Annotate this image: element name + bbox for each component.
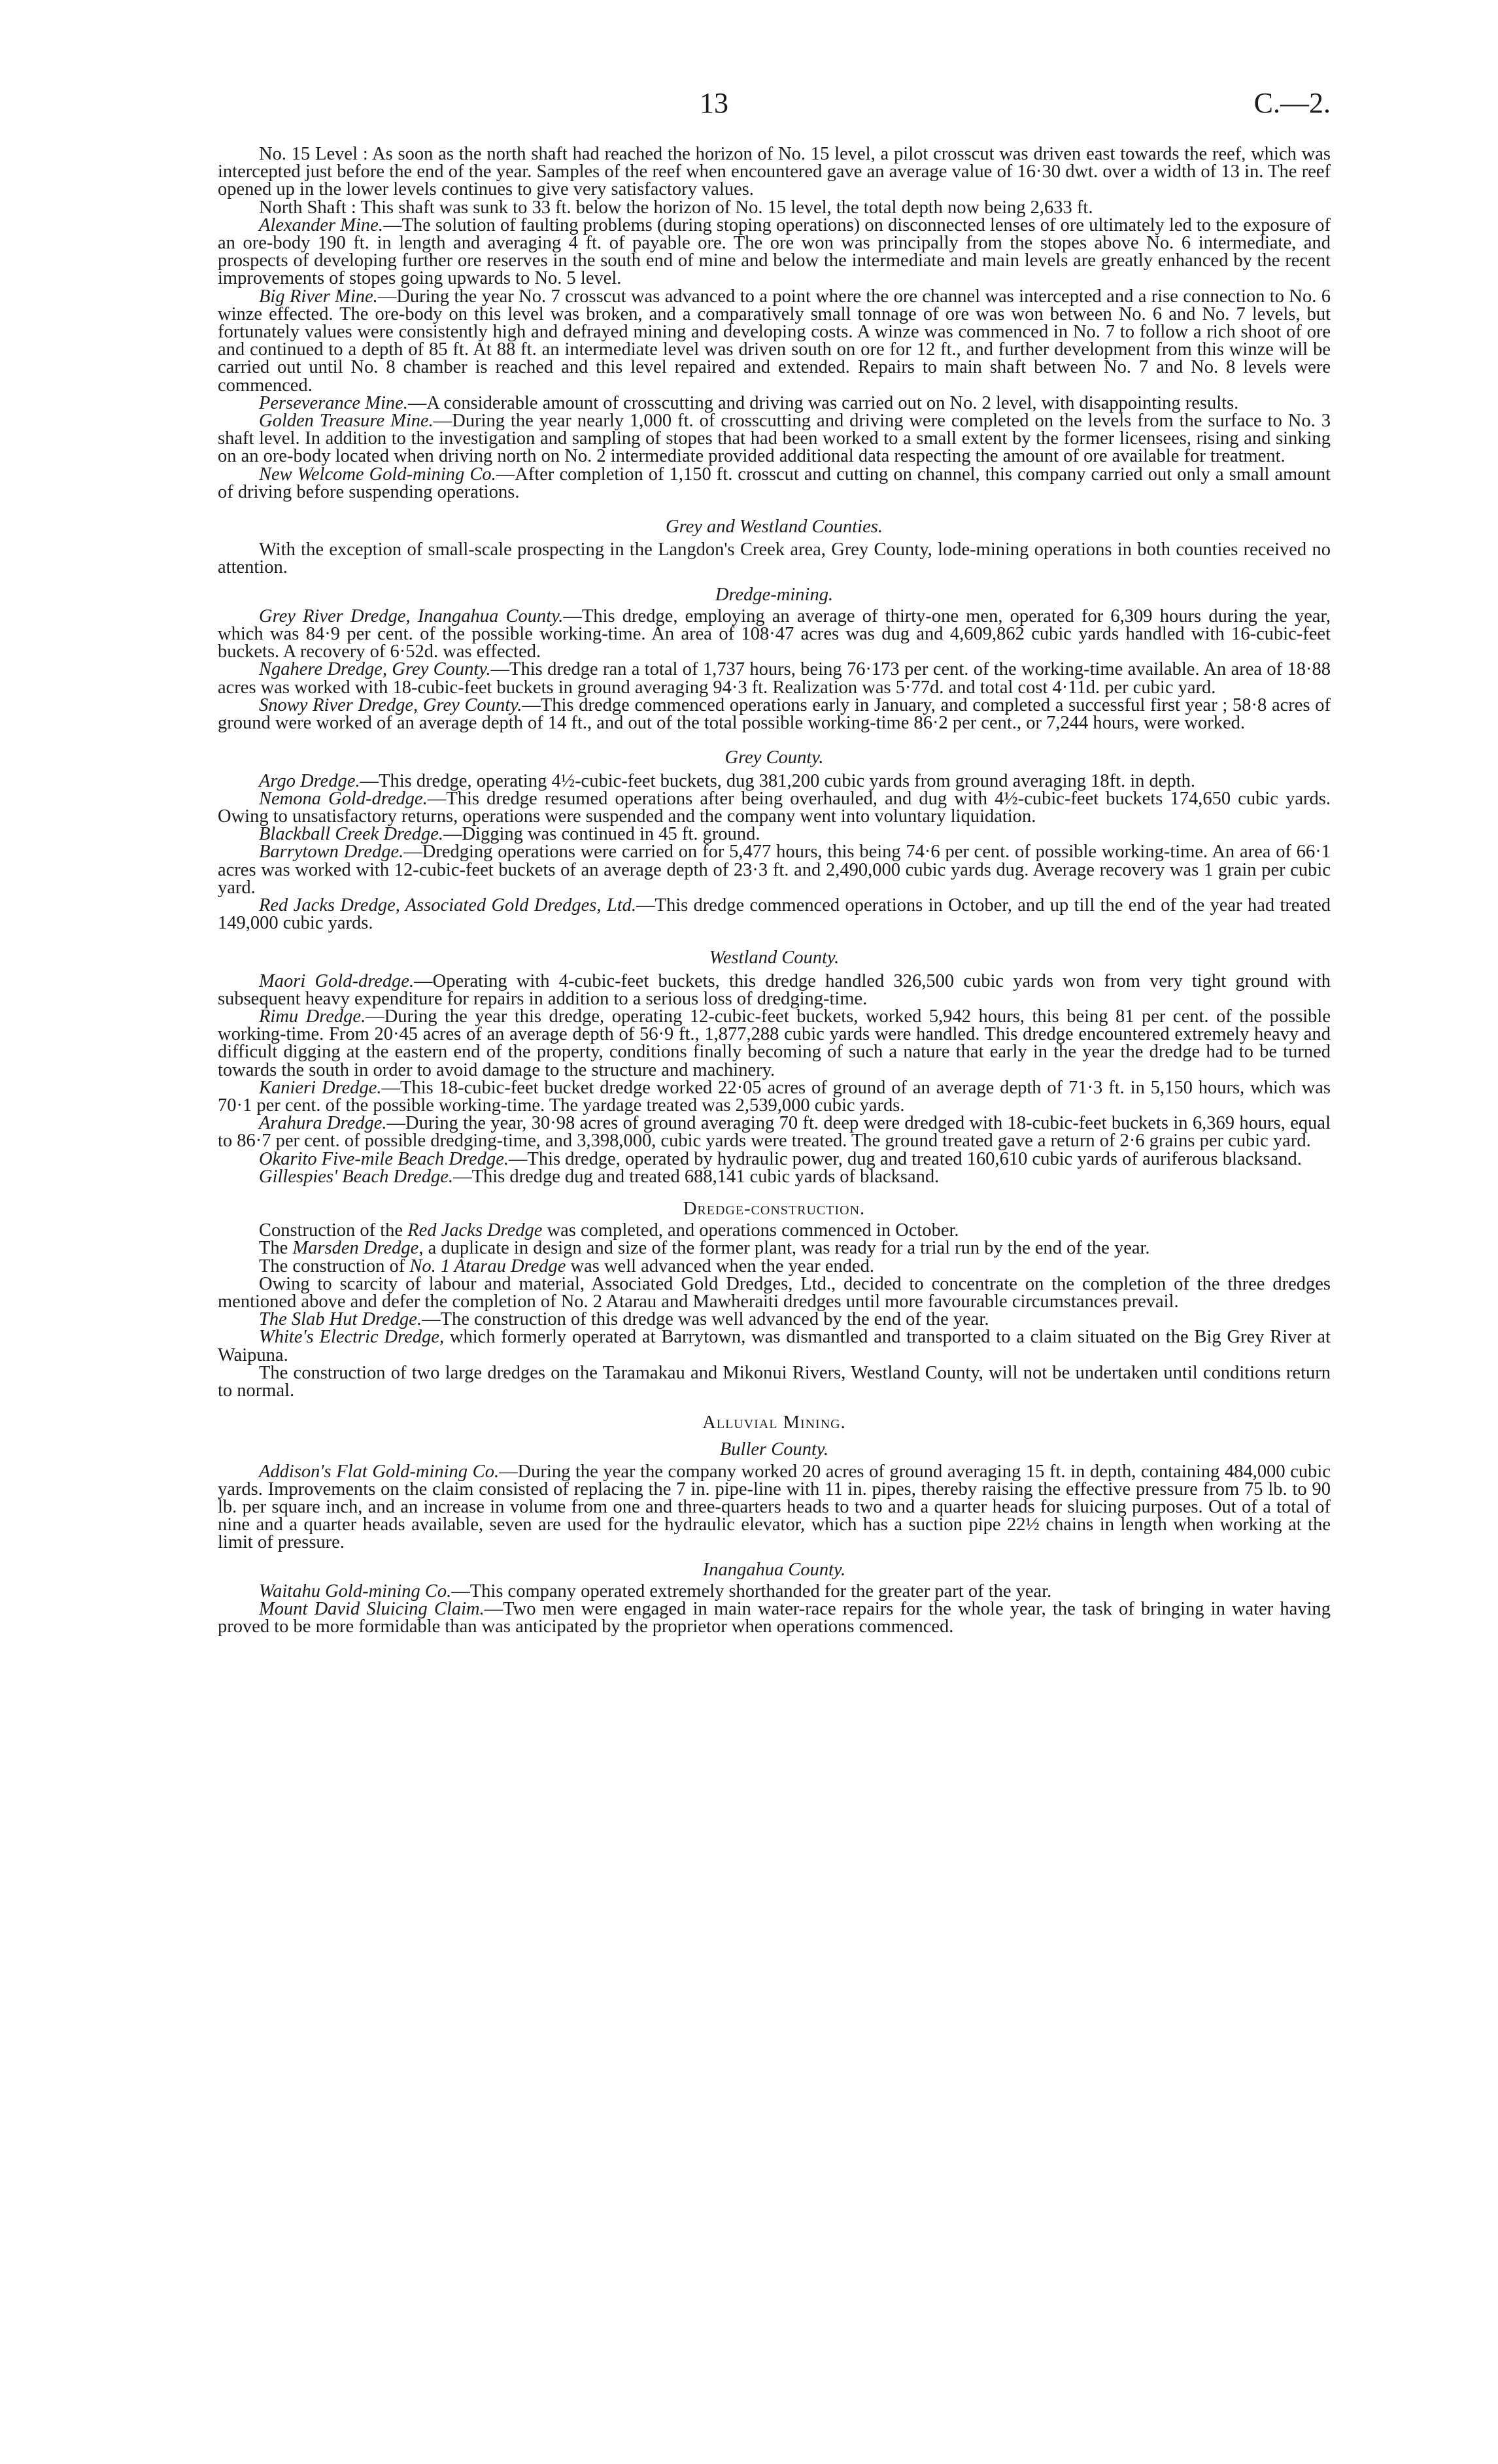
paragraph [218,696,1331,732]
paragraph-text: Construction of the [259,1220,408,1241]
paragraph-text: —This 18-cubic-feet bucket dredge worked 22·05 acres of ground of an average depth of 71·3 ft. in 5,150 hours, which was 70·1 per cent. of the possible working-time. The yardage treated was 2,539,000 cubic yards. [218,1077,1331,1116]
paragraph-title: Red Jacks Dredge, Associated Gold Dredges, Ltd. [259,895,637,915]
page-header [0,86,1498,126]
paragraph [218,1310,1331,1328]
subsection-heading: Grey and Westland Counties. [666,517,883,538]
paragraph-text: —This dredge resumed operations after being overhauled, and dug with 4½-cubic-feet buckets 174,650 cubic yards. Owing to unsatisfactory returns, operations were suspended and the company went into voluntary liquidation. [218,788,1331,827]
paragraph [218,1168,1331,1186]
paragraph [218,972,1331,1008]
paragraph-text: —This dredge commenced operations in October, and up till the end of the year had treated 149,000 cubic yards. [218,895,1331,934]
paragraph: With the exception of small-scale prospecting in the Langdon's Creek area, Grey County, lode-mining operations in both counties received no attention. [218,539,1331,578]
paragraph-title: White's Electric Dredge, [259,1327,445,1348]
paragraph [218,843,1331,897]
paragraph [218,660,1331,696]
paragraph-text: —Two men were engaged in main water-race repairs for the whole year, the task of bringing in water having proved to be more formidable than was anticipated by the proprietor when operations commenced. [218,1599,1331,1637]
paragraph [218,1600,1331,1635]
paragraph: The construction of two large dredges on the Taramakau and Mikonui Rivers, Westland County, will not be undertaken until conditions return to normal. [218,1362,1331,1401]
subsection-heading: Grey County. [724,747,824,768]
paragraph-title: Waitahu Gold-mining Co. [259,1581,452,1601]
paragraph-text: —A considerable amount of crosscutting and driving was carried out on No. 2 level, with disappointing results. [407,392,1239,413]
paragraph-text: —This dredge, operated by hydraulic power, dug and treated 160,610 cubic yards of auriferous blacksand. [508,1148,1302,1169]
paragraph-text: —This dredge commenced operations early in January, and completed a successful first year ; 58·8 acres of ground were worked of an average depth of 14 ft., and out of the total possible working-time 86·2 per cent., or 7,244 hours, were worked. [218,694,1331,734]
paragraph-title: Rimu Dredge. [259,1006,366,1027]
paragraph-text: —During the year, 30·98 acres of ground averaging 70 ft. deep were dredged with 18-cubic-feet buckets in 6,369 hours, equal to 86·7 per cent. of possible dredging-time, and 3,398,000, cubic yards were treated. The ground treated gave a return of 2·6 grains per cubic yard. [218,1113,1331,1152]
paragraph [218,897,1331,932]
paragraph [218,1079,1331,1114]
paragraph-title: Alexander Mine. [259,214,383,235]
paragraph-text: —This company operated extremely shorthanded for the greater part of the year. [451,1581,1052,1601]
paragraph [218,466,1331,501]
paragraph-text: was completed, and operations commenced in October. [542,1220,959,1241]
section-heading: Dredge-construction. [683,1198,866,1219]
paragraph-text: which formerly operated at Barrytown, was dismantled and transported to a claim situated on the Big Grey River at Waipuna. [218,1327,1331,1365]
paragraph-text: —Operating with 4-cubic-feet buckets, this dredge handled 326,500 cubic yards won from very tight ground with subsequent heavy expenditure for repairs in addition to a serious loss of dredging-time. [218,970,1331,1009]
paragraph [218,825,1331,843]
paragraph-text: —The construction of this dredge was well advanced by the end of the year. [422,1309,989,1330]
paragraph-title: Maori Gold-dredge. [259,970,415,991]
paragraph-title: Perseverance Mine. [259,392,408,413]
paragraph [218,1328,1331,1363]
section-heading: Alluvial Mining. [702,1412,846,1433]
paragraph-title: Nemona Gold-dredge. [259,788,428,809]
paragraph-title: Golden Treasure Mine. [259,411,434,432]
paragraph-title: Blackball Creek Dredge. [259,824,443,845]
paragraph [218,1150,1331,1168]
paragraph-text: —The solution of faulting problems (during stoping operations) on disconnected lenses of ore ultimately led to the exposure of an ore-body 190 ft. in length and averaging 4 ft. of payable ore. The ore won was principally from the stopes above No. 6 intermediate, and prospects of developing further ore reserves in the south end of mine and below the intermediate and main levels are greatly enhanced by the recent improvements of stopes going upwards to No. 5 level. [218,214,1331,289]
paragraph-text: —During the year this dredge, operating 12-cubic-feet buckets, worked 5,942 hours, this being 81 per cent. of the possible working-time. From 20·45 acres of an average depth of 56·9 ft., 1,877,288 cubic yards were handled. This dredge encountered extremely heavy and difficult digging at the eastern end of the property, conditions finally becoming of such a nature that early in the year the dredge had to be turned towards the south in order to avoid damage to the structure and machinery. [218,1006,1331,1080]
subsection-heading: Inangahua County. [702,1559,846,1580]
paragraph-title: Snowy River Dredge, Grey County. [259,694,522,715]
paragraph [218,607,1331,661]
paragraph-title: Addison's Flat Gold-mining Co. [259,1461,500,1482]
paragraph-text: —This dredge, operating 4½-cubic-feet buckets, dug 381,200 cubic yards from ground averaging 18ft. in depth. [360,770,1196,791]
paragraph-text: —Digging was continued in 45 ft. ground. [443,824,760,845]
paragraph-title: New Welcome Gold-mining Co. [259,464,496,485]
paragraph-title: Mount David Sluicing Claim. [259,1599,485,1620]
paragraph [218,790,1331,825]
paragraph-title: Barrytown Dredge. [259,842,404,863]
paragraph-title: Arahura Dredge. [259,1113,387,1134]
paragraph [218,216,1331,288]
paragraph: No. 15 Level : As soon as the north shaft had reached the horizon of No. 15 level, a pilot crosscut was driven east towards the reef, which was intercepted just before the end of the year. Samples of the reef when encountered gave an average value of 16·30 dwt. over a width of 13 in. The reef opened up in the lower levels continues to give very satisfactory values. [218,144,1331,200]
paragraph-title: The Slab Hut Dredge. [259,1309,422,1330]
paragraph [218,1008,1331,1079]
paragraph-title: Ngahere Dredge, Grey County. [259,659,491,680]
paragraph-text: —This dredge, employing an average of thirty-one men, operated for 6,309 hours during the year, which was 84·9 per cent. of the possible working-time. An area of 108·47 acres was dug and 4,609,862 cubic yards handled with 16-cubic-feet buckets. A recovery of 6·52d. was effected. [218,606,1331,662]
paragraph-text: —This dredge dug and treated 688,141 cubic yards of blacksand. [453,1166,940,1187]
paragraph-title: Big River Mine. [259,286,378,307]
paragraph [218,1239,1331,1257]
paragraph [218,1463,1331,1552]
paragraph-title: Grey River Dredge, Inangahua County. [259,606,564,626]
paragraph-title: Marsden Dredge [292,1238,419,1259]
paragraph-text: —Dredging operations were carried on for 5,477 hours, this being 74·6 per cent. of possible working-time. An area of 66·1 acres was worked with 12-cubic-feet buckets of an average depth of 23·3 ft. and 2,490,000 cubic yards dug. Average recovery was 1 grain per cubic yard. [218,842,1331,898]
paragraph [218,1222,1331,1239]
paragraph-title: Argo Dredge. [259,770,360,791]
paragraph [218,1258,1331,1275]
subsection-heading: Westland County. [709,948,840,968]
paragraph [218,772,1331,790]
paragraph-text: The [259,1238,293,1259]
paragraph [218,1583,1331,1600]
subsection-heading: Buller County. [719,1439,829,1460]
paragraph-text: , a duplicate in design and size of the former plant, was ready for a trial run by the end of the year. [418,1238,1150,1259]
paragraph-text: The construction of [259,1256,410,1276]
paragraph-text: —After completion of 1,150 ft. crosscut and cutting on channel, this company carried out only a small amount of driving before suspending operations. [218,464,1331,502]
paragraph-title: Red Jacks Dredge [407,1220,543,1241]
paragraph-text: —During the year the company worked 20 acres of ground averaging 15 ft. in depth, containing 484,000 cubic yards. Improvements on the claim consisted of replacing the 7 in. pipe-line with 11 in. pipes, thereby raising the effective pressure from 75 lb. to 90 lb. per square inch, and an increase in volume from one and three-quarters heads to two and a quarter heads for sluicing purposes. Out of a total of nine and a quarter heads available, seven are used for the hydraulic elevator, which has a suction pipe 22½ chains in length when working at the limit of pressure. [218,1461,1331,1553]
paragraph [218,1114,1331,1150]
paragraph: North Shaft : This shaft was sunk to 33 ft. below the horizon of No. 15 level, the total depth now being 2,633 ft. [259,197,1093,218]
paragraph [218,394,1331,412]
paragraph-text: was well advanced when the year ended. [566,1256,875,1276]
subsection-heading: Dredge-mining. [715,584,834,605]
paragraph-text: —During the year nearly 1,000 ft. of crosscutting and driving were completed on the levels from the surface to No. 3 shaft level. In addition to the investigation and sampling of stopes that had been worked to a small extent by the former licensees, rising and sinking on an ore-body located when driving north on No. 2 intermediate provided additional data respecting the amount of ore available for treatment. [218,411,1331,467]
document-body [218,145,1331,1635]
paragraph-text: —This dredge ran a total of 1,737 hours, being 76·173 per cent. of the working-time available. An area of 18·88 acres was worked with 18-cubic-feet buckets in ground averaging 94·3 ft. Realization was 5·77d. and total cost 4·11d. per cubic yard. [218,659,1331,698]
page-number: 13 [700,87,728,119]
paragraph [218,288,1331,394]
paragraph-title: Okarito Five-mile Beach Dredge. [259,1148,509,1169]
document-reference: C.—2. [1253,87,1331,119]
paragraph-title: Kanieri Dredge. [259,1077,382,1098]
paragraph-text: —During the year No. 7 crosscut was advanced to a point where the ore channel was intercepted and a rise connection to No. 6 winze effected. The ore-body on this level was broken, and a comparatively small tonnage of ore was won between No. 6 and No. 7 levels, but fortunately values were consistently high and defrayed mining and developing costs. A winze was commenced in No. 7 to follow a rich shoot of ore and continued to a depth of 85 ft. At 88 ft. an intermediate level was driven south on ore for 12 ft., and further development from this winze will be carried out until No. 8 chamber is reached and this level repaired and extended. Repairs to main shaft between No. 7 and No. 8 levels were commenced. [218,286,1331,396]
paragraph-title: Gillespies' Beach Dredge. [259,1166,454,1187]
paragraph-title: No. 1 Atarau Dredge [409,1256,566,1276]
paragraph [218,412,1331,466]
paragraph: Owing to scarcity of labour and material, Associated Gold Dredges, Ltd., decided to concentrate on the completion of the three dredges mentioned above and defer the completion of No. 2 Atarau and Mawheraiti dredges until more favourable circumstances prevail. [218,1273,1331,1312]
